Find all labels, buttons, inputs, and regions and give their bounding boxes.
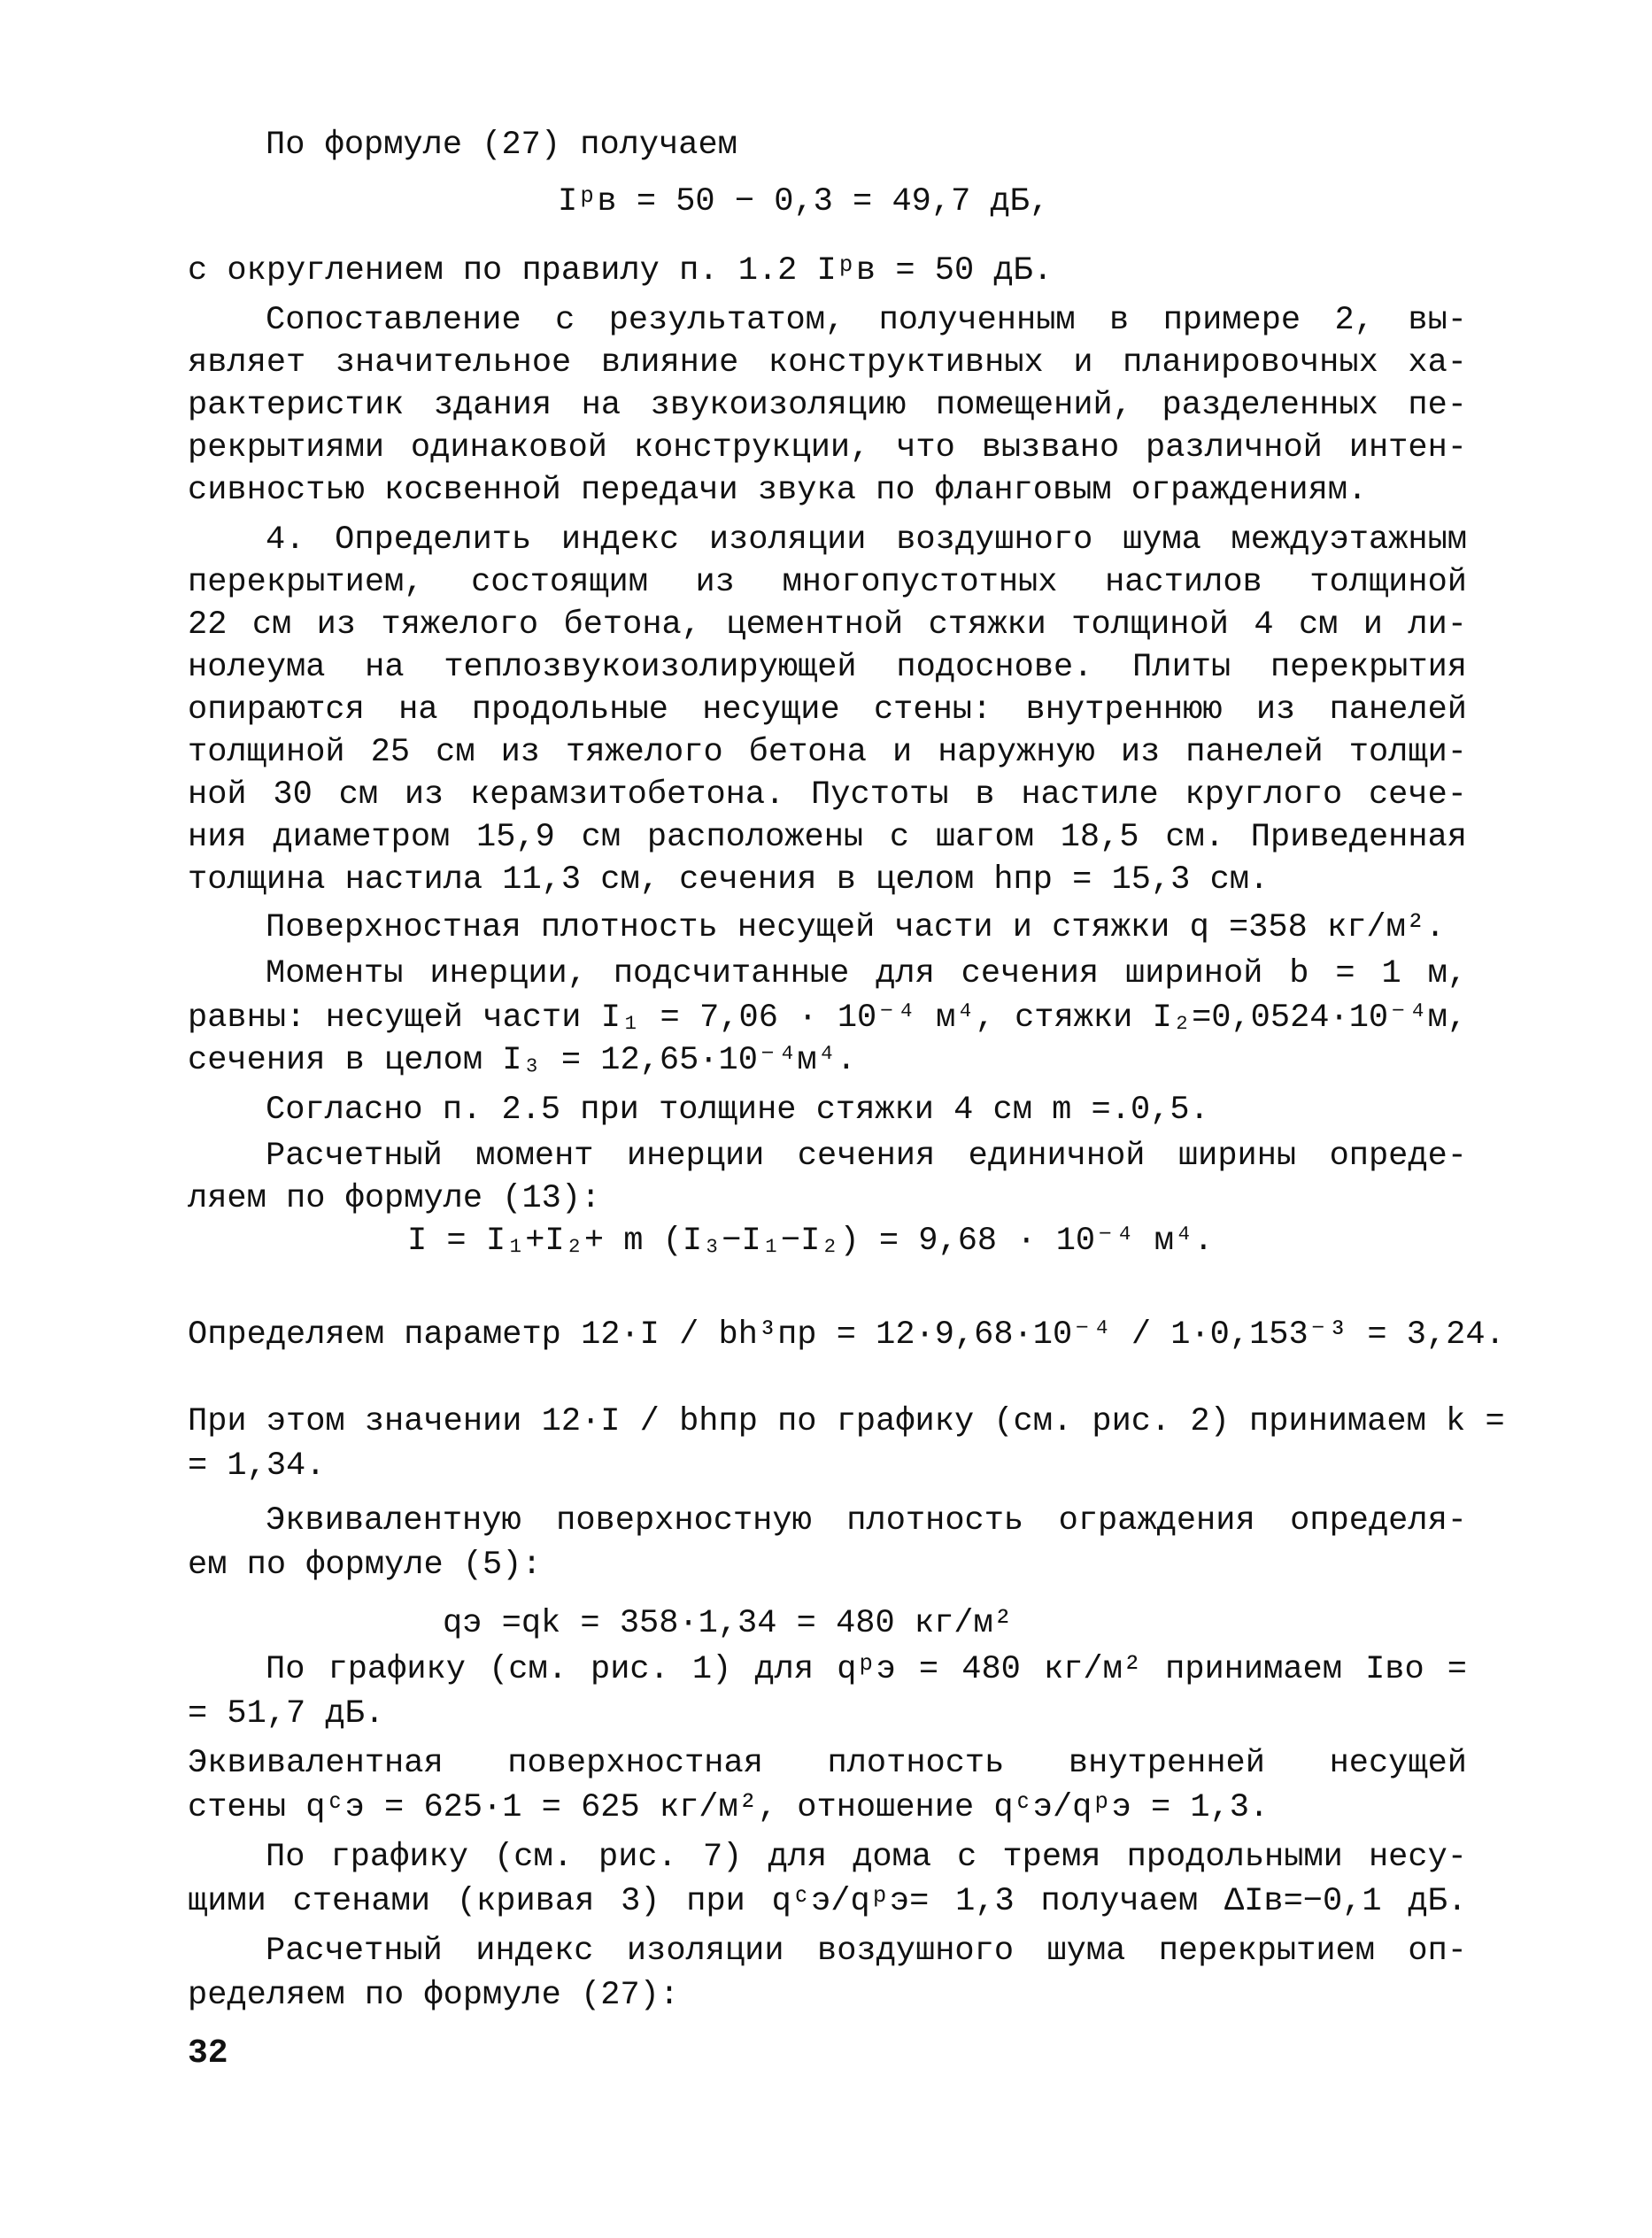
text-line: Эквивалентную поверхностную плотность ограждения определя- xyxy=(266,1502,1467,1540)
text-line: = 1,34. xyxy=(188,1447,326,1485)
text-line: рекрытиями одинаковой конструкции, что вызвано различной интен- xyxy=(188,429,1467,467)
text-line: перекрытием, состоящим из многопустотных настилов толщиной xyxy=(188,564,1467,601)
text-line: По графику (см. рис. 1) для qᵖэ = 480 кг/м² принимаем Iво = xyxy=(266,1651,1467,1688)
text-line: = 51,7 дБ. xyxy=(188,1695,385,1733)
text-line: ния диаметром 15,9 см расположены с шагом 18,5 см. Приведенная xyxy=(188,819,1467,856)
text-line: По формуле (27) получаем xyxy=(266,127,737,164)
text-line: сечения в целом I₃ = 12,65·10⁻⁴м⁴. xyxy=(188,1042,856,1079)
text-line: Поверхностная плотность несущей части и стяжки q =358 кг/м². xyxy=(266,909,1446,946)
text-line: толщина настила 11,3 см, сечения в целом hпр = 15,3 см. xyxy=(188,861,1270,899)
text-line: равны: несущей части I₁ = 7,06 · 10⁻⁴ м⁴, стяжки I₂=0,0524·10⁻⁴м, xyxy=(188,999,1467,1037)
text-line: ем по формуле (5): xyxy=(188,1547,542,1584)
text-line: стены qᶜэ = 625·1 = 625 кг/м², отношение qᶜэ/qᵖэ = 1,3. xyxy=(188,1789,1270,1826)
text-line: щими стенами (кривая 3) при qᶜэ/qᵖэ= 1,3 получаем ΔIв=−0,1 дБ. xyxy=(188,1883,1467,1920)
text-line: Расчетный момент инерции сечения единичной ширины опреде- xyxy=(266,1138,1467,1175)
equation: Iᵖв = 50 − 0,3 = 49,7 дБ, xyxy=(558,183,1050,220)
text-line: толщиной 25 см из тяжелого бетона и наружную из панелей толщи- xyxy=(188,734,1467,771)
text-line: ляем по формуле (13): xyxy=(188,1180,601,1217)
text-line: Эквивалентная поверхностная плотность внутренней несущей xyxy=(188,1745,1467,1782)
page-number: 32 xyxy=(188,2034,228,2072)
text-line: сивностью косвенной передачи звука по фланговым ограждениям. xyxy=(188,472,1368,509)
text-line: с округлением по правилу п. 1.2 Iᵖв = 50 дБ. xyxy=(188,252,1053,289)
text-line: Моменты инерции, подсчитанные для сечения шириной b = 1 м, xyxy=(266,955,1467,992)
text-line: являет значительное влияние конструктивных и планировочных ха- xyxy=(188,344,1467,382)
text-line: Сопоставление с результатом, полученным в примере 2, вы- xyxy=(266,302,1467,339)
text-line: 4. Определить индекс изоляции воздушного шума междуэтажным xyxy=(266,521,1467,559)
text-line: нолеума на теплозвукоизолирующей подоснове. Плиты перекрытия xyxy=(188,649,1467,686)
equation: I = I₁+I₂+ m (I₃−I₁−I₂) = 9,68 · 10⁻⁴ м⁴. xyxy=(407,1223,1214,1260)
text-line: По графику (см. рис. 7) для дома с тремя продольными несу- xyxy=(266,1839,1467,1876)
formula-line: При этом значении 12·I / bhпр по графику (см. рис. 2) принимаем k = xyxy=(188,1403,1505,1440)
text-line: ной 30 см из керамзитобетона. Пустоты в настиле круглого сече- xyxy=(188,776,1467,814)
text-line: 22 см из тяжелого бетона, цементной стяжки толщиной 4 см и ли- xyxy=(188,606,1467,644)
formula-line: Определяем параметр 12·I / bh³пр = 12·9,68·10⁻⁴ / 1·0,153⁻³ = 3,24. xyxy=(188,1316,1505,1354)
text-line: Расчетный индекс изоляции воздушного шума перекрытием оп- xyxy=(266,1933,1467,1970)
text-line: Согласно п. 2.5 при толщине стяжки 4 см m =.0,5. xyxy=(266,1092,1209,1129)
text-line: ределяем по формуле (27): xyxy=(188,1977,680,2014)
equation: qэ =qk = 358·1,34 = 480 кг/м² xyxy=(443,1605,1013,1642)
text-line: опираются на продольные несущие стены: внутреннюю из панелей xyxy=(188,691,1467,729)
text-line: рактеристик здания на звукоизоляцию помещений, разделенных пе- xyxy=(188,387,1467,424)
